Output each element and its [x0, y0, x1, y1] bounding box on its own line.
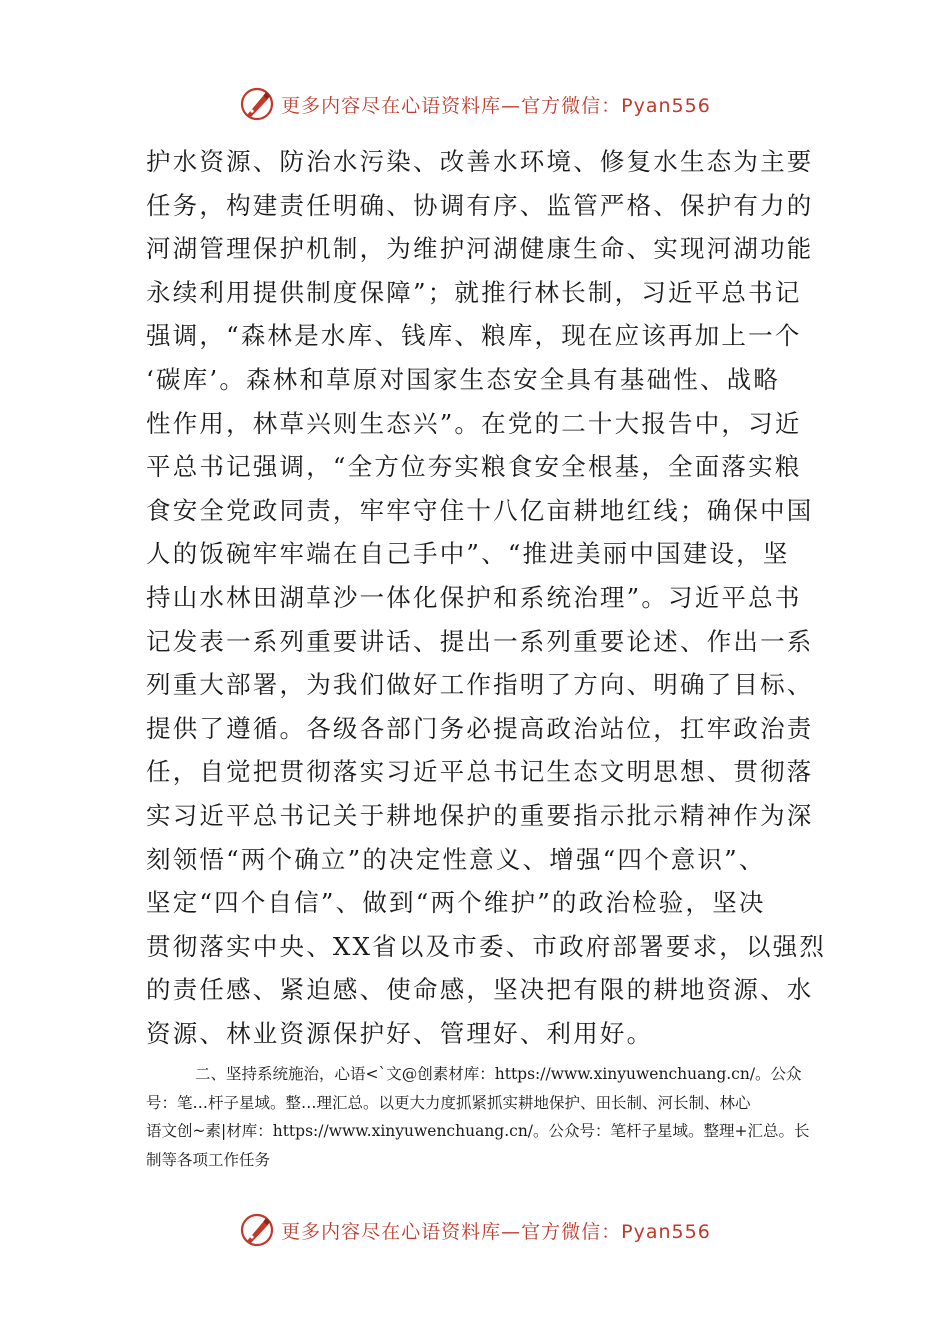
section-line: 语文创~素|材库：https://www.xinyuwenchuang.cn/。公众号：笔杆子星域。整理+汇总。长	[146, 1122, 810, 1140]
section-line: 制等各项工作任务	[146, 1150, 271, 1169]
body-line: 护水资源、防治水污染、改善水环境、修复水生态为主要	[146, 147, 814, 176]
section-line: 二、坚持系统施治，心语<`文@创素材库：https://www.xinyuwenchuang.cn/。公众	[195, 1065, 802, 1083]
pen-nib-logo-icon	[239, 1212, 275, 1248]
body-line: 刻领悟“两个确立”的决定性意义、增强“四个意识”、	[146, 844, 766, 874]
body-line: 河湖管理保护机制，为维护河湖健康生命、实现河湖功能	[146, 234, 814, 264]
footer-watermark-text: 更多内容尽在心语资料库—官方微信：Pyan556	[281, 1220, 711, 1243]
body-line: 坚定“四个自信”、做到“两个维护”的政治检验，坚决	[146, 888, 766, 918]
body-line: 实习近平总书记关于耕地保护的重要指示批示精神作为深	[146, 800, 814, 830]
pen-nib-logo-icon	[239, 86, 275, 122]
body-line: 列重大部署，为我们做好工作指明了方向、明确了目标、	[146, 670, 814, 700]
body-line: 性作用，林草兴则生态兴”。在党的二十大报告中，习近	[146, 408, 802, 438]
section-line: 号：笔…杆子星域。整…理汇总。以更大力度抓紧抓实耕地保护、田长制、河长制、林心	[146, 1093, 751, 1112]
section-heading-paragraph	[146, 1060, 818, 1174]
body-line: 强调，“森林是水库、钱库、粮库，现在应该再加上一个	[146, 321, 802, 351]
body-line: ‘碳库’。森林和草原对国家生态安全具有基础性、战略	[146, 364, 781, 394]
body-line: 持山水林田湖草沙一体化保护和系统治理”。习近平总书	[146, 582, 802, 612]
body-paragraph	[146, 140, 827, 1055]
header-watermark-banner	[0, 84, 950, 124]
body-line: 平总书记强调，“全方位夯实粮食安全根基，全面落实粮	[146, 452, 802, 482]
body-line: 食安全党政同责，牢牢守住十八亿亩耕地红线；确保中国	[146, 495, 814, 525]
body-line: 记发表一系列重要讲话、提出一系列重要论述、作出一系	[146, 626, 814, 656]
body-line: 提供了遵循。各级各部门务必提高政治站位，扛牢政治责	[146, 713, 814, 743]
body-line: 的责任感、紧迫感、使命感，坚决把有限的耕地资源、水	[146, 975, 814, 1005]
body-line: 人的饭碗牢牢端在自己手中”、“推进美丽中国建设，坚	[146, 539, 790, 569]
body-line: 永续利用提供制度保障”；就推行林长制，习近平总书记	[146, 277, 802, 307]
body-line: 资源、林业资源保护好、管理好、利用好。	[146, 1018, 654, 1048]
body-line: 任务，构建责任明确、协调有序、监管严格、保护有力的	[146, 190, 814, 220]
body-line: 贯彻落实中央、XX省以及市委、市政府部署要求，以强烈	[146, 931, 827, 961]
header-watermark-text: 更多内容尽在心语资料库—官方微信：Pyan556	[281, 94, 711, 117]
body-line: 任，自觉把贯彻落实习近平总书记生态文明思想、贯彻落	[146, 757, 814, 787]
footer-watermark-banner	[0, 1210, 950, 1250]
